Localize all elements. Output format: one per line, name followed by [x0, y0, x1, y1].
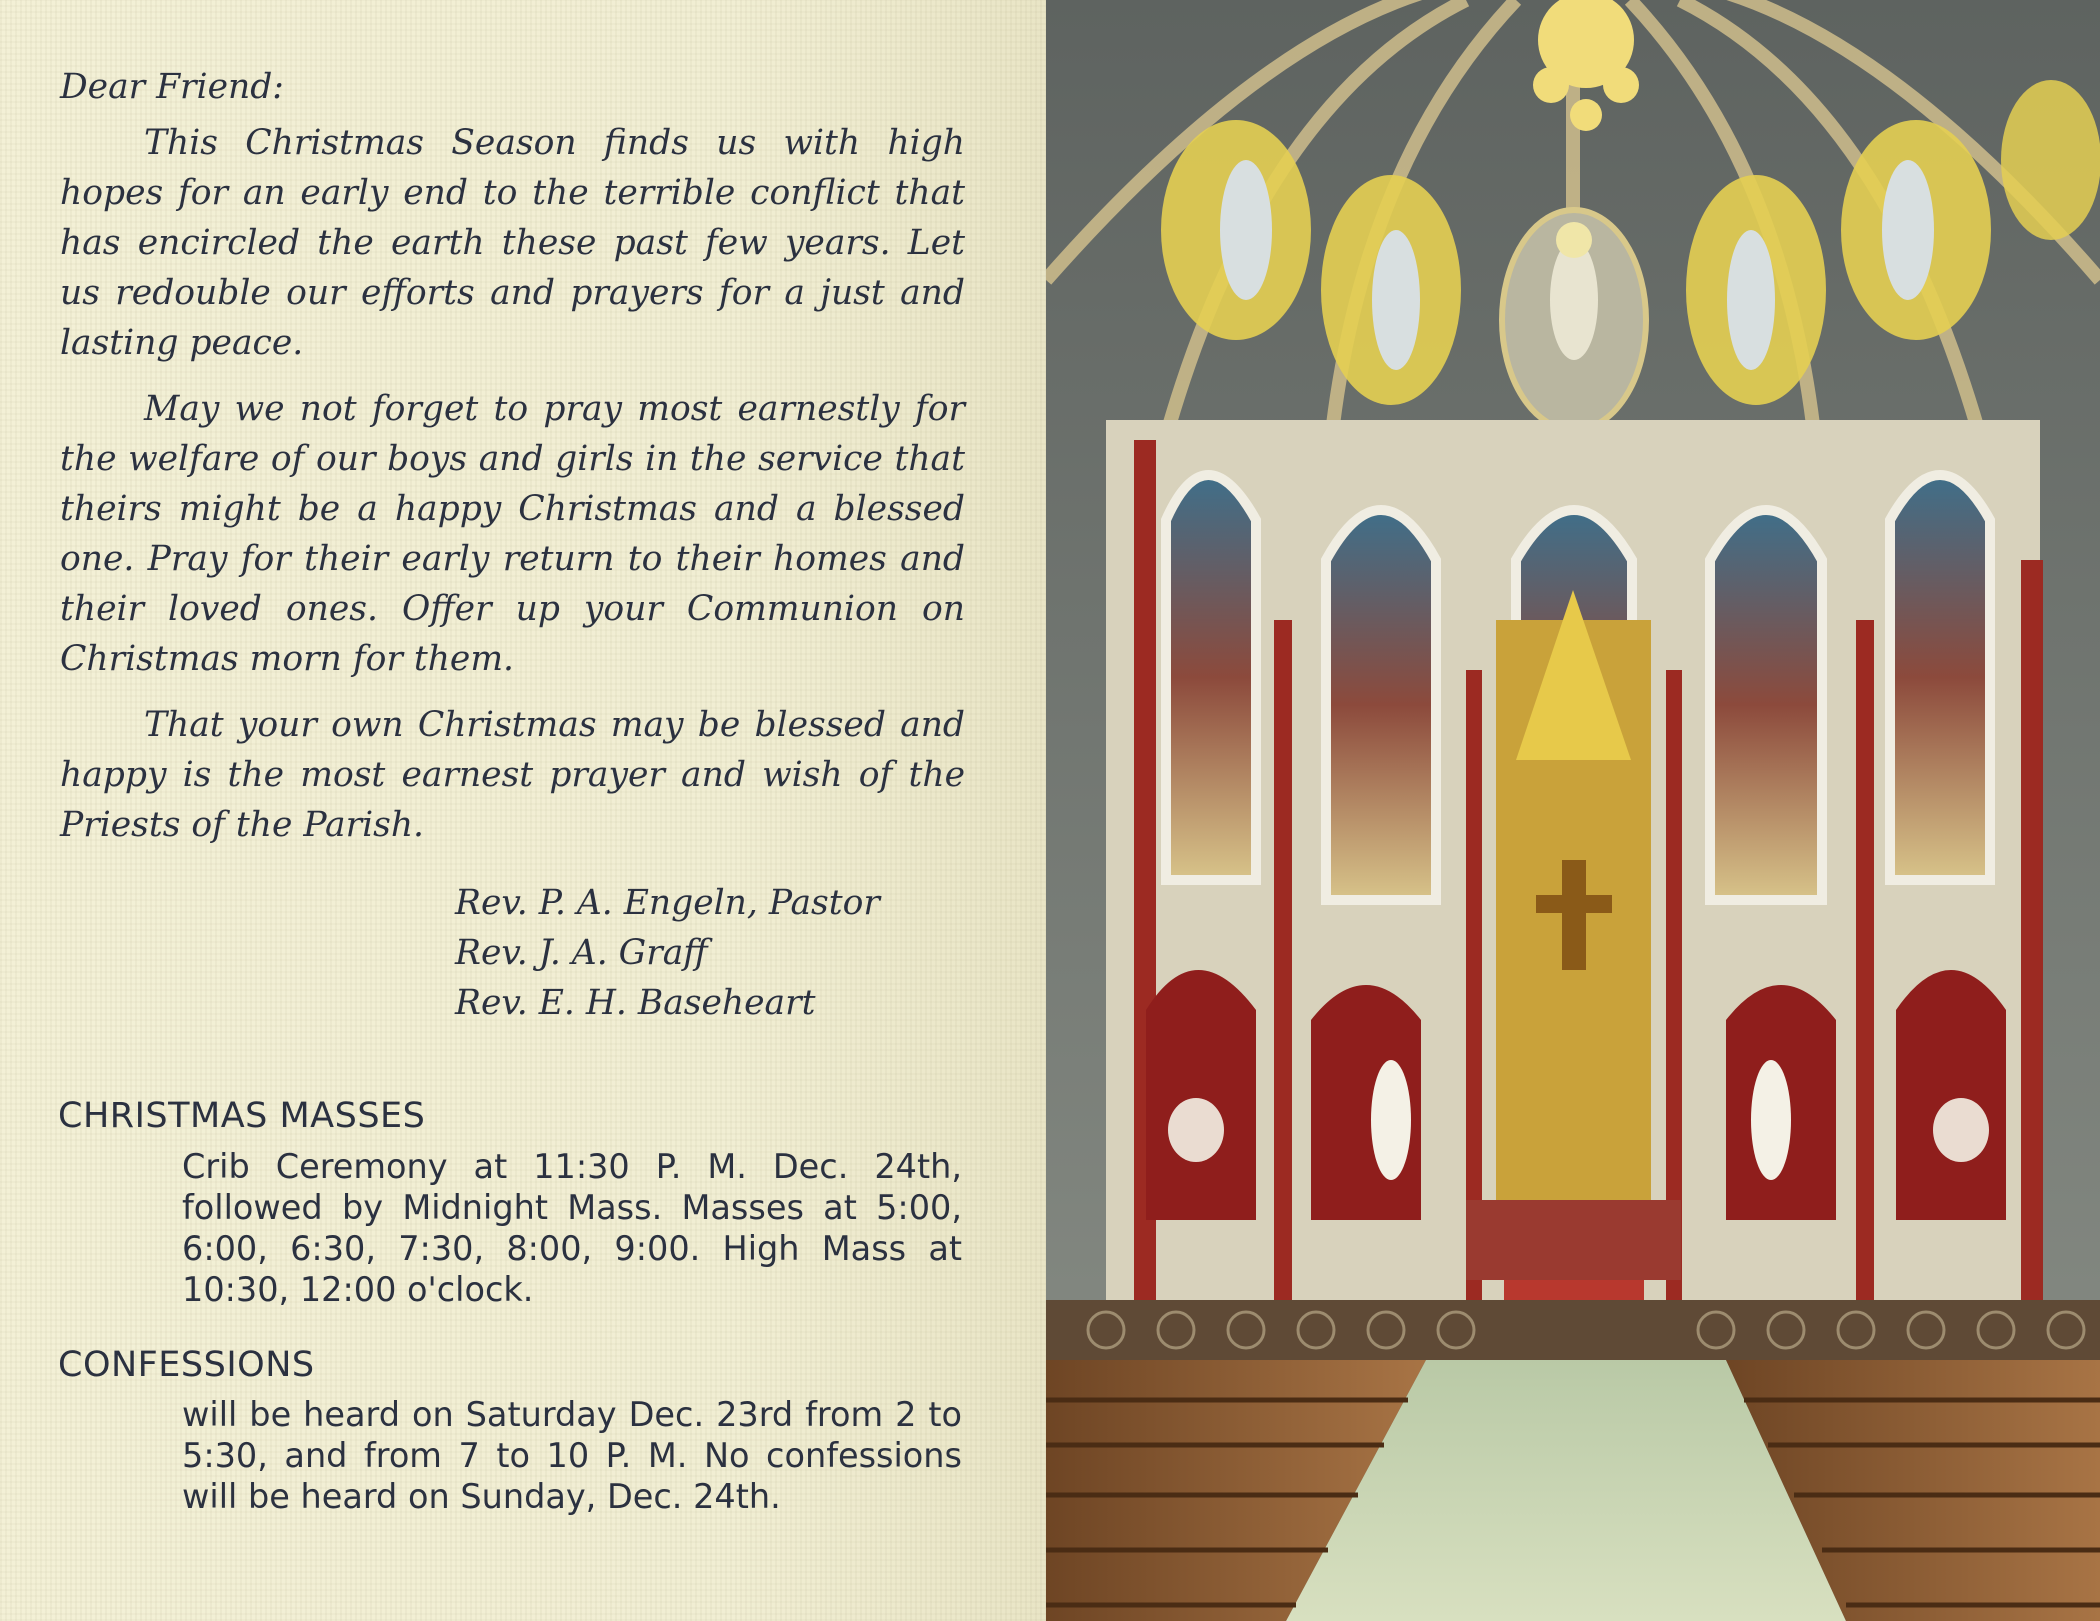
letter-paragraph-1: This Christmas Season finds us with high hopes for an early end to the terrible conflict that has encircled the earth these past few years. Let us redouble our efforts and prayers for a just and lasting peace. [60, 123, 965, 363]
letter-paragraph-2: May we not forget to pray most earnestly for the welfare of our boys and girls in the service that theirs might be a happy Christmas and a blessed one. Pray for their early return to their homes and their loved ones. Offer up your Communion on Christmas morn for them. [60, 389, 965, 679]
letter-panel [0, 0, 1046, 1621]
letter-text [60, 62, 965, 866]
signature-block [455, 878, 880, 1028]
church-interior-illustration [1046, 0, 2100, 1621]
salutation: Dear Friend: [60, 67, 284, 107]
christ-mandorla [1502, 210, 1646, 430]
masses-schedule: Crib Ceremony at 11:30 P. M. Dec. 24th, followed by Midnight Mass. Masses at 5:00, 6:00, 6:30, 7:30, 8:00, 9:00. High Mass at 10:30, 12:00 o'clock. [182, 1147, 962, 1309]
masses-heading: CHRISTMAS MASSES [58, 1096, 426, 1136]
confessions-heading: CONFESSIONS [58, 1345, 315, 1385]
communion-rail [1046, 1300, 2100, 1360]
signature-baseheart: Rev. E. H. Baseheart [455, 983, 816, 1023]
high-altar [1466, 590, 1681, 1316]
signature-graff: Rev. J. A. Graff [455, 933, 708, 973]
confessions-schedule: will be heard on Saturday Dec. 23rd from 2 to 5:30, and from 7 to 10 P. M. No confessions will be heard on Sunday, Dec. 24th. [182, 1395, 962, 1516]
letter-paragraph-3: That your own Christmas may be blessed and happy is the most earnest prayer and wish of the Priests of the Parish. [60, 705, 965, 845]
church-interior-drawing [1046, 0, 2100, 1621]
signature-pastor: Rev. P. A. Engeln, Pastor [455, 883, 880, 923]
